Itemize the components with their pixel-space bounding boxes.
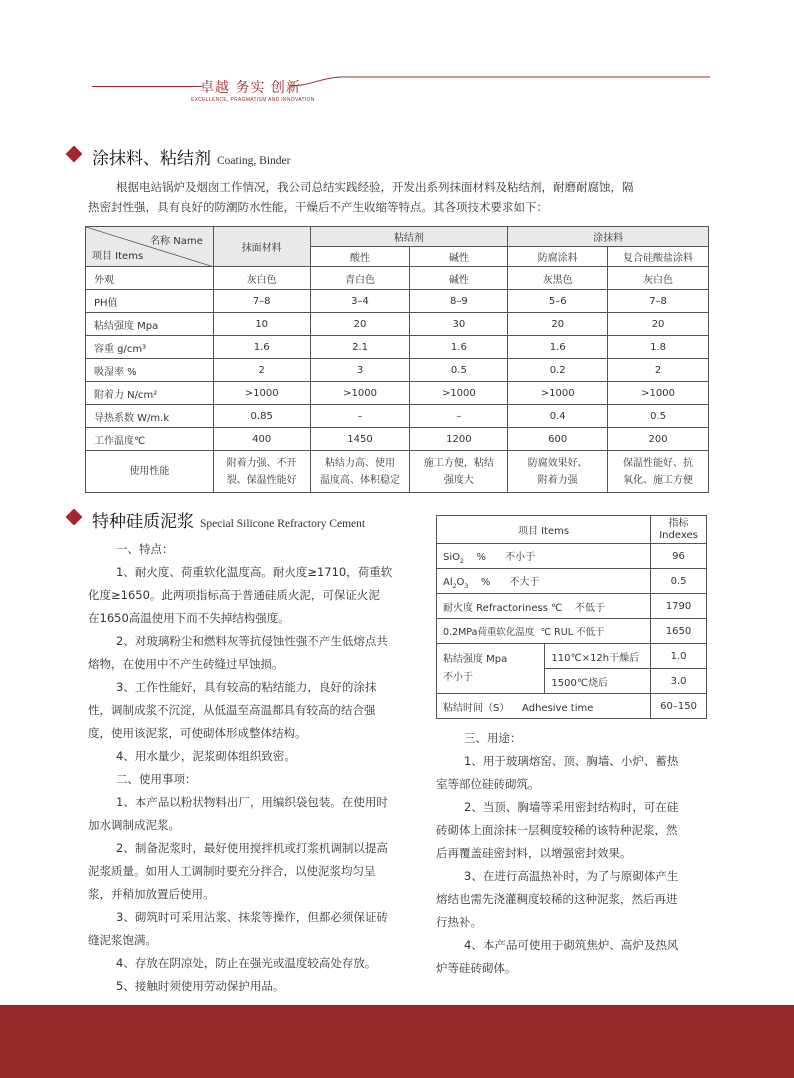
- header-swoosh: [290, 76, 710, 90]
- table-row: [86, 359, 709, 382]
- table-cell: 60–150: [651, 694, 707, 719]
- table-cell: –: [410, 405, 508, 428]
- text-line: 3、在进行高温热补时，为了与原砌体产生: [464, 869, 679, 883]
- table-cell: 600: [508, 428, 608, 451]
- table-cell: 灰黑色: [508, 267, 608, 290]
- table-cell: 2: [213, 359, 310, 382]
- text-line: 3、工作性能好，具有较高的粘结能力，良好的涂抹: [116, 680, 377, 694]
- table-row: [437, 594, 707, 619]
- cell-line: 保温性能好、抗: [623, 457, 694, 469]
- text-line: 性，调制成浆不沉淀，从低温至高温都具有较高的结合强: [88, 703, 376, 717]
- cement-usage-text: [436, 727, 720, 980]
- formula: Al: [443, 576, 453, 588]
- text-line: 4、用水量少，泥浆砌体组织致密。: [116, 749, 296, 763]
- table-row: [437, 694, 707, 719]
- header-index-cn: 指标: [668, 517, 689, 529]
- table-cell: 5–6: [508, 290, 608, 313]
- row-label-line: 不小于: [443, 671, 473, 683]
- table-cell: 200: [608, 428, 709, 451]
- row-label-rest: % 不大于: [468, 576, 540, 588]
- corner-items-label: 项目 Items: [92, 251, 144, 262]
- cell-line: 温度高、体积稳定: [320, 474, 401, 486]
- cell-line: 附着力强: [537, 474, 578, 486]
- text-line: 缝泥浆饱满。: [88, 933, 157, 947]
- cement-index-table: [436, 515, 707, 719]
- table-row: [437, 619, 707, 644]
- section-title-cn: 涂抹料、粘结剂: [92, 149, 211, 169]
- table-cell: [410, 451, 508, 493]
- corner-name-label: 名称 Name: [150, 236, 203, 247]
- table-cell: 1200: [410, 428, 508, 451]
- table-row: [86, 313, 709, 336]
- text-line: 化度≥1650。此两项指标高于普通硅质火泥，可保证火泥: [88, 588, 380, 602]
- text-line: 行热补。: [436, 915, 482, 929]
- table-cell: 2: [608, 359, 709, 382]
- col-alkali: 碱性: [410, 247, 508, 267]
- col-group-coating: 涂抹料: [508, 227, 709, 247]
- table-cell: 3: [310, 359, 410, 382]
- row-label: [437, 644, 545, 694]
- text-line: 4、存放在阴凉处，防止在强光或温度较高处存放。: [116, 956, 377, 970]
- table-cell: 20: [310, 313, 410, 336]
- row-label: [437, 569, 651, 594]
- table-cell: [213, 451, 310, 493]
- table-cell: 7–8: [608, 290, 709, 313]
- table-cell: 0.2: [508, 359, 608, 382]
- text-line: 加水调制成泥浆。: [88, 818, 180, 832]
- text-line: 浆，并稍加放置后使用。: [88, 887, 215, 901]
- table-cell: >1000: [608, 382, 709, 405]
- col-plaster: 抹面材料: [213, 227, 310, 267]
- table-row: [86, 336, 709, 359]
- cell-line: 附着力强、不开: [226, 457, 297, 469]
- formula: O: [456, 576, 465, 588]
- table-cell: 1500℃烧后: [545, 669, 651, 694]
- table-cell: 3–4: [310, 290, 410, 313]
- section-title-en: Special Silicone Refractory Cement: [200, 518, 366, 530]
- text-line: 2、当顶、胸墙等采用密封结构时，可在硅: [464, 800, 679, 814]
- section-title-coating: [92, 144, 290, 169]
- table-cell: 3.0: [651, 669, 707, 694]
- table-cell: 7–8: [213, 290, 310, 313]
- table-cell: 1450: [310, 428, 410, 451]
- intro-line: 热密封性强，具有良好的防潮防水性能，干燥后不产生收缩等特点。其各项技术要求如下：: [88, 200, 548, 214]
- table-row: [86, 290, 709, 313]
- text-line: 2、对玻璃粉尘和燃料灰等抗侵蚀性强不产生低熔点共: [116, 634, 388, 648]
- table-row: [437, 544, 707, 569]
- header-slogan-en: EXCELLENCE, PRAGMATISM AND INNOVATION: [191, 97, 315, 103]
- formula-sub: 2: [452, 582, 457, 590]
- section1-intro: [88, 177, 718, 217]
- table-cell: 96: [651, 544, 707, 569]
- header-index-en: Indexes: [659, 529, 698, 541]
- table-cell: 0.5: [608, 405, 709, 428]
- table-cell: –: [310, 405, 410, 428]
- table-cell: 2.1: [310, 336, 410, 359]
- text-line: 在1650高温使用下而不失掉结构强度。: [88, 611, 290, 625]
- row-label: [437, 544, 651, 569]
- table-cell: 8–9: [410, 290, 508, 313]
- section-title-en: Coating, Binder: [217, 155, 291, 167]
- header-index: [651, 516, 707, 544]
- row-label: 外观: [86, 267, 214, 290]
- table-cell: 400: [213, 428, 310, 451]
- text-line: 泥浆质量。如用人工调制时要充分拌合，以使泥浆均匀呈: [88, 864, 376, 878]
- table-cell: >1000: [310, 382, 410, 405]
- table-cell: 1.6: [410, 336, 508, 359]
- text-line: 度，使用该泥浆，可使砌体形成整体结构。: [88, 726, 307, 740]
- text-line: 熔物，在使用中不产生砖缝过早蚀损。: [88, 657, 284, 671]
- footer-bar: [0, 1005, 794, 1078]
- table-cell: >1000: [213, 382, 310, 405]
- text-line: 1、耐火度、荷重软化温度高。耐火度≥1710，荷重软: [116, 565, 393, 579]
- intro-line: 根据电站锅炉及烟囱工作情况，我公司总结实践经验，开发出系列抹面材料及粘结剂，耐磨耐腐蚀，隔: [116, 180, 634, 194]
- section-bullet-icon: [66, 509, 83, 526]
- table-cell: >1000: [410, 382, 508, 405]
- text-line: 一、特点：: [116, 542, 174, 556]
- table-header-row: [437, 516, 707, 544]
- table-cell: 0.85: [213, 405, 310, 428]
- row-label-line: 粘结强度 Mpa: [443, 653, 508, 665]
- cement-features-text: [88, 538, 428, 998]
- table-row-usage: [86, 451, 709, 493]
- table-cell: 灰白色: [608, 267, 709, 290]
- text-line: 室等部位硅砖砌筑。: [436, 777, 540, 791]
- cell-line: 强度大: [443, 474, 474, 486]
- row-label: 容重 g/cm³: [86, 336, 214, 359]
- text-line: 熔结也需先浇灌稠度较稀的这种泥浆，然后再进: [436, 892, 678, 906]
- text-line: 1、用于玻璃熔窑、顶、胸墙、小炉、蓄热: [464, 754, 679, 768]
- header-slogan: 卓越 务实 创新: [200, 80, 301, 96]
- text-line: 2、制备泥浆时，最好使用搅拌机或打浆机调制以提高: [116, 841, 388, 855]
- table-cell: 30: [410, 313, 508, 336]
- table-cell: 20: [508, 313, 608, 336]
- row-label: 附着力 N/cm²: [86, 382, 214, 405]
- cell-line: 防腐效果好、: [527, 457, 588, 469]
- cell-line: 粘结力高、使用: [325, 457, 396, 469]
- table-cell: 0.5: [410, 359, 508, 382]
- col-acid: 酸性: [310, 247, 410, 267]
- text-line: 1、本产品以粉状物料出厂，用编织袋包装。在使用时: [116, 795, 388, 809]
- col-silicate: 复合硅酸盐涂料: [608, 247, 709, 267]
- table-row: [86, 267, 709, 290]
- row-label: 耐火度 Refractoriness ℃ 不低于: [437, 594, 651, 619]
- row-label: 粘结时间（S） Adhesive time: [437, 694, 651, 719]
- table-row: [437, 644, 707, 669]
- table-cell: 1.0: [651, 644, 707, 669]
- header-rule-left: [92, 86, 202, 87]
- text-line: 3、砌筑时可采用沾浆、抹浆等操作，但都必须保证砖: [116, 910, 388, 924]
- table-cell: [310, 451, 410, 493]
- table-cell: 1650: [651, 619, 707, 644]
- cell-line: 施工方便，粘结: [423, 457, 494, 469]
- table-cell: 10: [213, 313, 310, 336]
- table-row: [86, 382, 709, 405]
- cell-line: 裂、保温性能好: [226, 474, 297, 486]
- table-cell: 1.6: [508, 336, 608, 359]
- formula-sub: 3: [464, 582, 469, 590]
- section-bullet-icon: [66, 146, 83, 163]
- row-label: PH值: [86, 290, 214, 313]
- table-cell: >1000: [508, 382, 608, 405]
- table-row: [86, 428, 709, 451]
- text-line: 后再覆盖硅密封料，以增强密封效果。: [436, 846, 632, 860]
- formula-sub: 2: [460, 557, 464, 565]
- row-label: 0.2MPa荷重软化温度 ℃ RUL 不低于: [437, 619, 651, 644]
- table-row: [437, 569, 707, 594]
- col-anticorrosion: 防腐涂料: [508, 247, 608, 267]
- formula: SiO: [443, 551, 460, 563]
- section-title-cement: [92, 507, 365, 532]
- table-cell: 20: [608, 313, 709, 336]
- text-line: 砖砌体上面涂抹一层稠度较稀的该特种泥浆，然: [436, 823, 678, 837]
- text-line: 炉等硅砖砌体。: [436, 961, 517, 975]
- table-row: [86, 405, 709, 428]
- row-label: 导热系数 W/m.k: [86, 405, 214, 428]
- row-label: 工作温度℃: [86, 428, 214, 451]
- table-cell: 碱性: [410, 267, 508, 290]
- table-cell: 灰白色: [213, 267, 310, 290]
- coating-spec-table: [85, 226, 709, 493]
- header-items: 项目 Items: [437, 516, 651, 544]
- table-cell: 0.5: [651, 569, 707, 594]
- row-label-rest: % 不小于: [463, 551, 536, 563]
- table-cell: 0.4: [508, 405, 608, 428]
- row-label: 使用性能: [86, 451, 214, 493]
- table-cell: 110℃×12h干燥后: [545, 644, 651, 669]
- row-label: 粘结强度 Mpa: [86, 313, 214, 336]
- cell-line: 氧化、施工方便: [623, 474, 694, 486]
- text-line: 5、接触时须使用劳动保护用品。: [116, 979, 285, 993]
- table-cell: 1790: [651, 594, 707, 619]
- col-group-binder: 粘结剂: [310, 227, 508, 247]
- table-cell: 1.8: [608, 336, 709, 359]
- table-cell: [508, 451, 608, 493]
- text-line: 三、用途：: [464, 731, 522, 745]
- section-title-cn: 特种硅质泥浆: [92, 512, 194, 532]
- text-line: 4、本产品可使用于砌筑焦炉、高炉及热风: [464, 938, 679, 952]
- text-line: 二、使用事项：: [116, 772, 197, 786]
- table-cell: 青白色: [310, 267, 410, 290]
- table-corner: [86, 227, 214, 267]
- row-label: 吸湿率 %: [86, 359, 214, 382]
- table-cell: [608, 451, 709, 493]
- table-cell: 1.6: [213, 336, 310, 359]
